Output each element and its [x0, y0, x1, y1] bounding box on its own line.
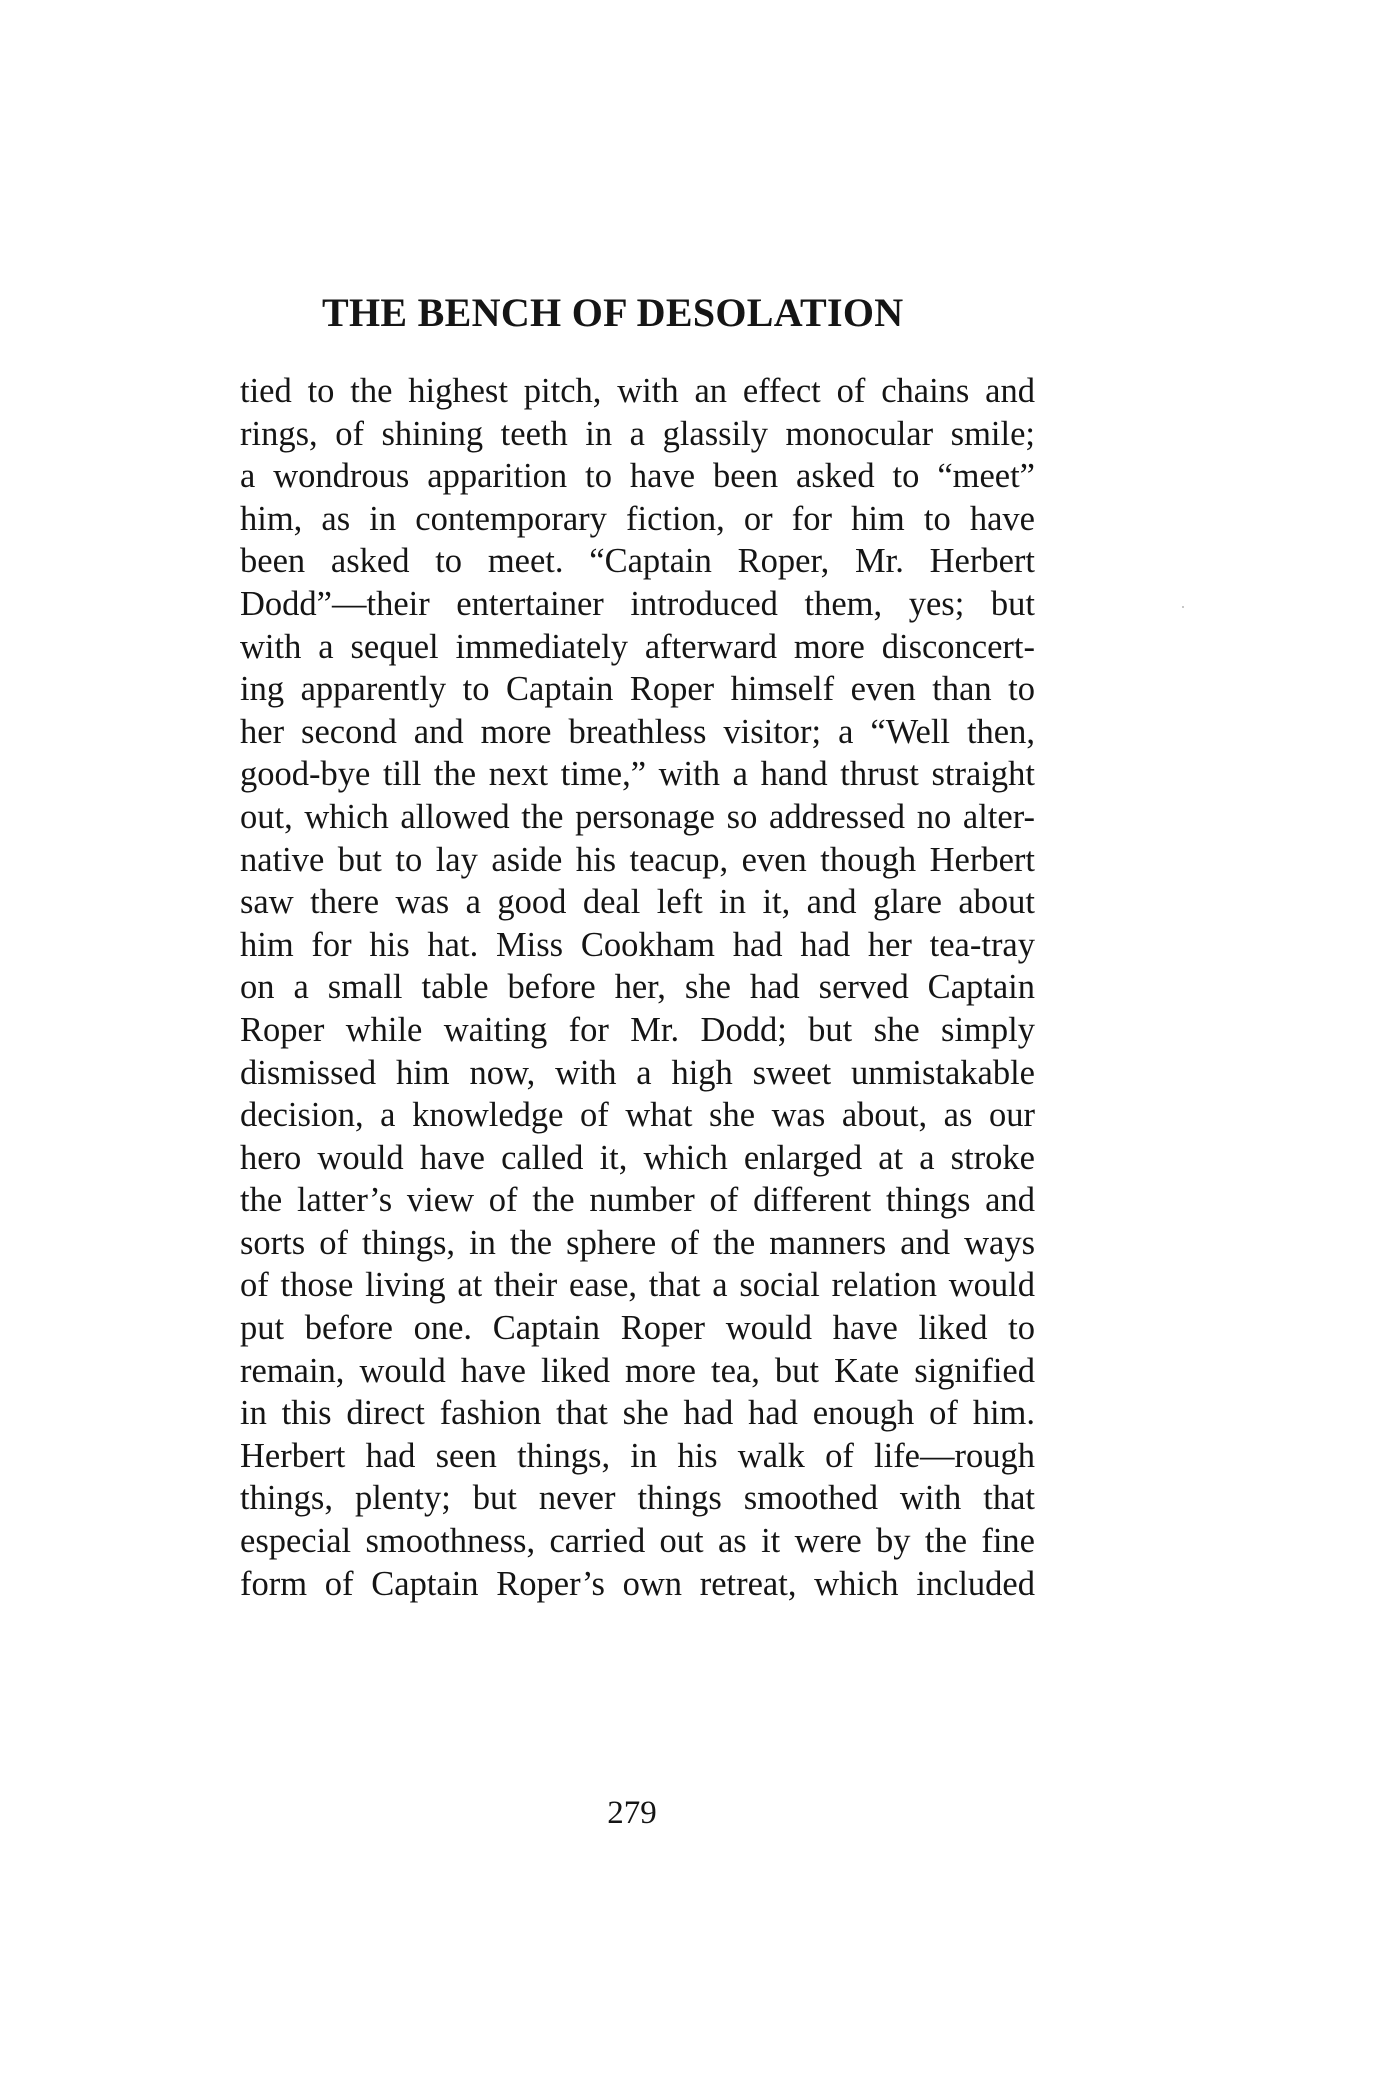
text-line: with a sequel immediately afterward more disconcert- [240, 627, 1035, 666]
margin-speck [1182, 606, 1184, 608]
text-line: saw there was a good deal left in it, and glare about [240, 883, 1035, 922]
body-text [240, 370, 1035, 1605]
text-line: him, as in contemporary fiction, or for him to have [240, 499, 1035, 538]
text-line: Herbert had seen things, in his walk of life—rough [240, 1436, 1035, 1475]
text-line: tied to the highest pitch, with an effect of chains and [240, 372, 1035, 410]
text-line: native but to lay aside his teacup, even though Herbert [240, 840, 1035, 879]
text-line: on a small table before her, she had served Captain [240, 968, 1035, 1007]
text-line: a wondrous apparition to have been asked to “meet” [240, 457, 1035, 496]
text-line: form of Captain Roper’s own retreat, which included [240, 1564, 1035, 1603]
text-line: hero would have called it, which enlarged at a stroke [240, 1138, 1035, 1177]
running-head: THE BENCH OF DESOLATION [322, 290, 904, 335]
text-line: Dodd”—their entertainer introduced them, yes; but [240, 584, 1035, 623]
text-line: ing apparently to Captain Roper himself even than to [240, 670, 1035, 709]
text-line: her second and more breathless visitor; a “Well then, [240, 712, 1035, 751]
text-line: things, plenty; but never things smoothed with that [240, 1479, 1035, 1518]
text-line: him for his hat. Miss Cookham had had her tea-tray [240, 925, 1035, 964]
text-line: rings, of shining teeth in a glassily monocular smile; [240, 414, 1035, 453]
text-line: out, which allowed the personage so addressed no alter- [240, 797, 1035, 836]
text-line: in this direct fashion that she had had enough of him. [240, 1394, 1035, 1433]
text-line: been asked to meet. “Captain Roper, Mr. Herbert [240, 542, 1035, 581]
text-line: of those living at their ease, that a social relation would [240, 1266, 1035, 1305]
text-line: especial smoothness, carried out as it were by the fine [240, 1522, 1035, 1561]
text-line: the latter’s view of the number of different things and [240, 1181, 1035, 1220]
text-line: decision, a knowledge of what she was about, as our [240, 1096, 1035, 1135]
text-line: sorts of things, in the sphere of the manners and ways [240, 1223, 1035, 1262]
text-line: remain, would have liked more tea, but Kate signified [240, 1351, 1035, 1390]
page-number: 279 [607, 1795, 657, 1831]
text-line: good-bye till the next time,” with a hand thrust straight [240, 755, 1035, 794]
text-line: put before one. Captain Roper would have liked to [240, 1309, 1035, 1348]
text-line: dismissed him now, with a high sweet unmistakable [240, 1053, 1035, 1092]
text-line: Roper while waiting for Mr. Dodd; but she simply [240, 1010, 1035, 1049]
